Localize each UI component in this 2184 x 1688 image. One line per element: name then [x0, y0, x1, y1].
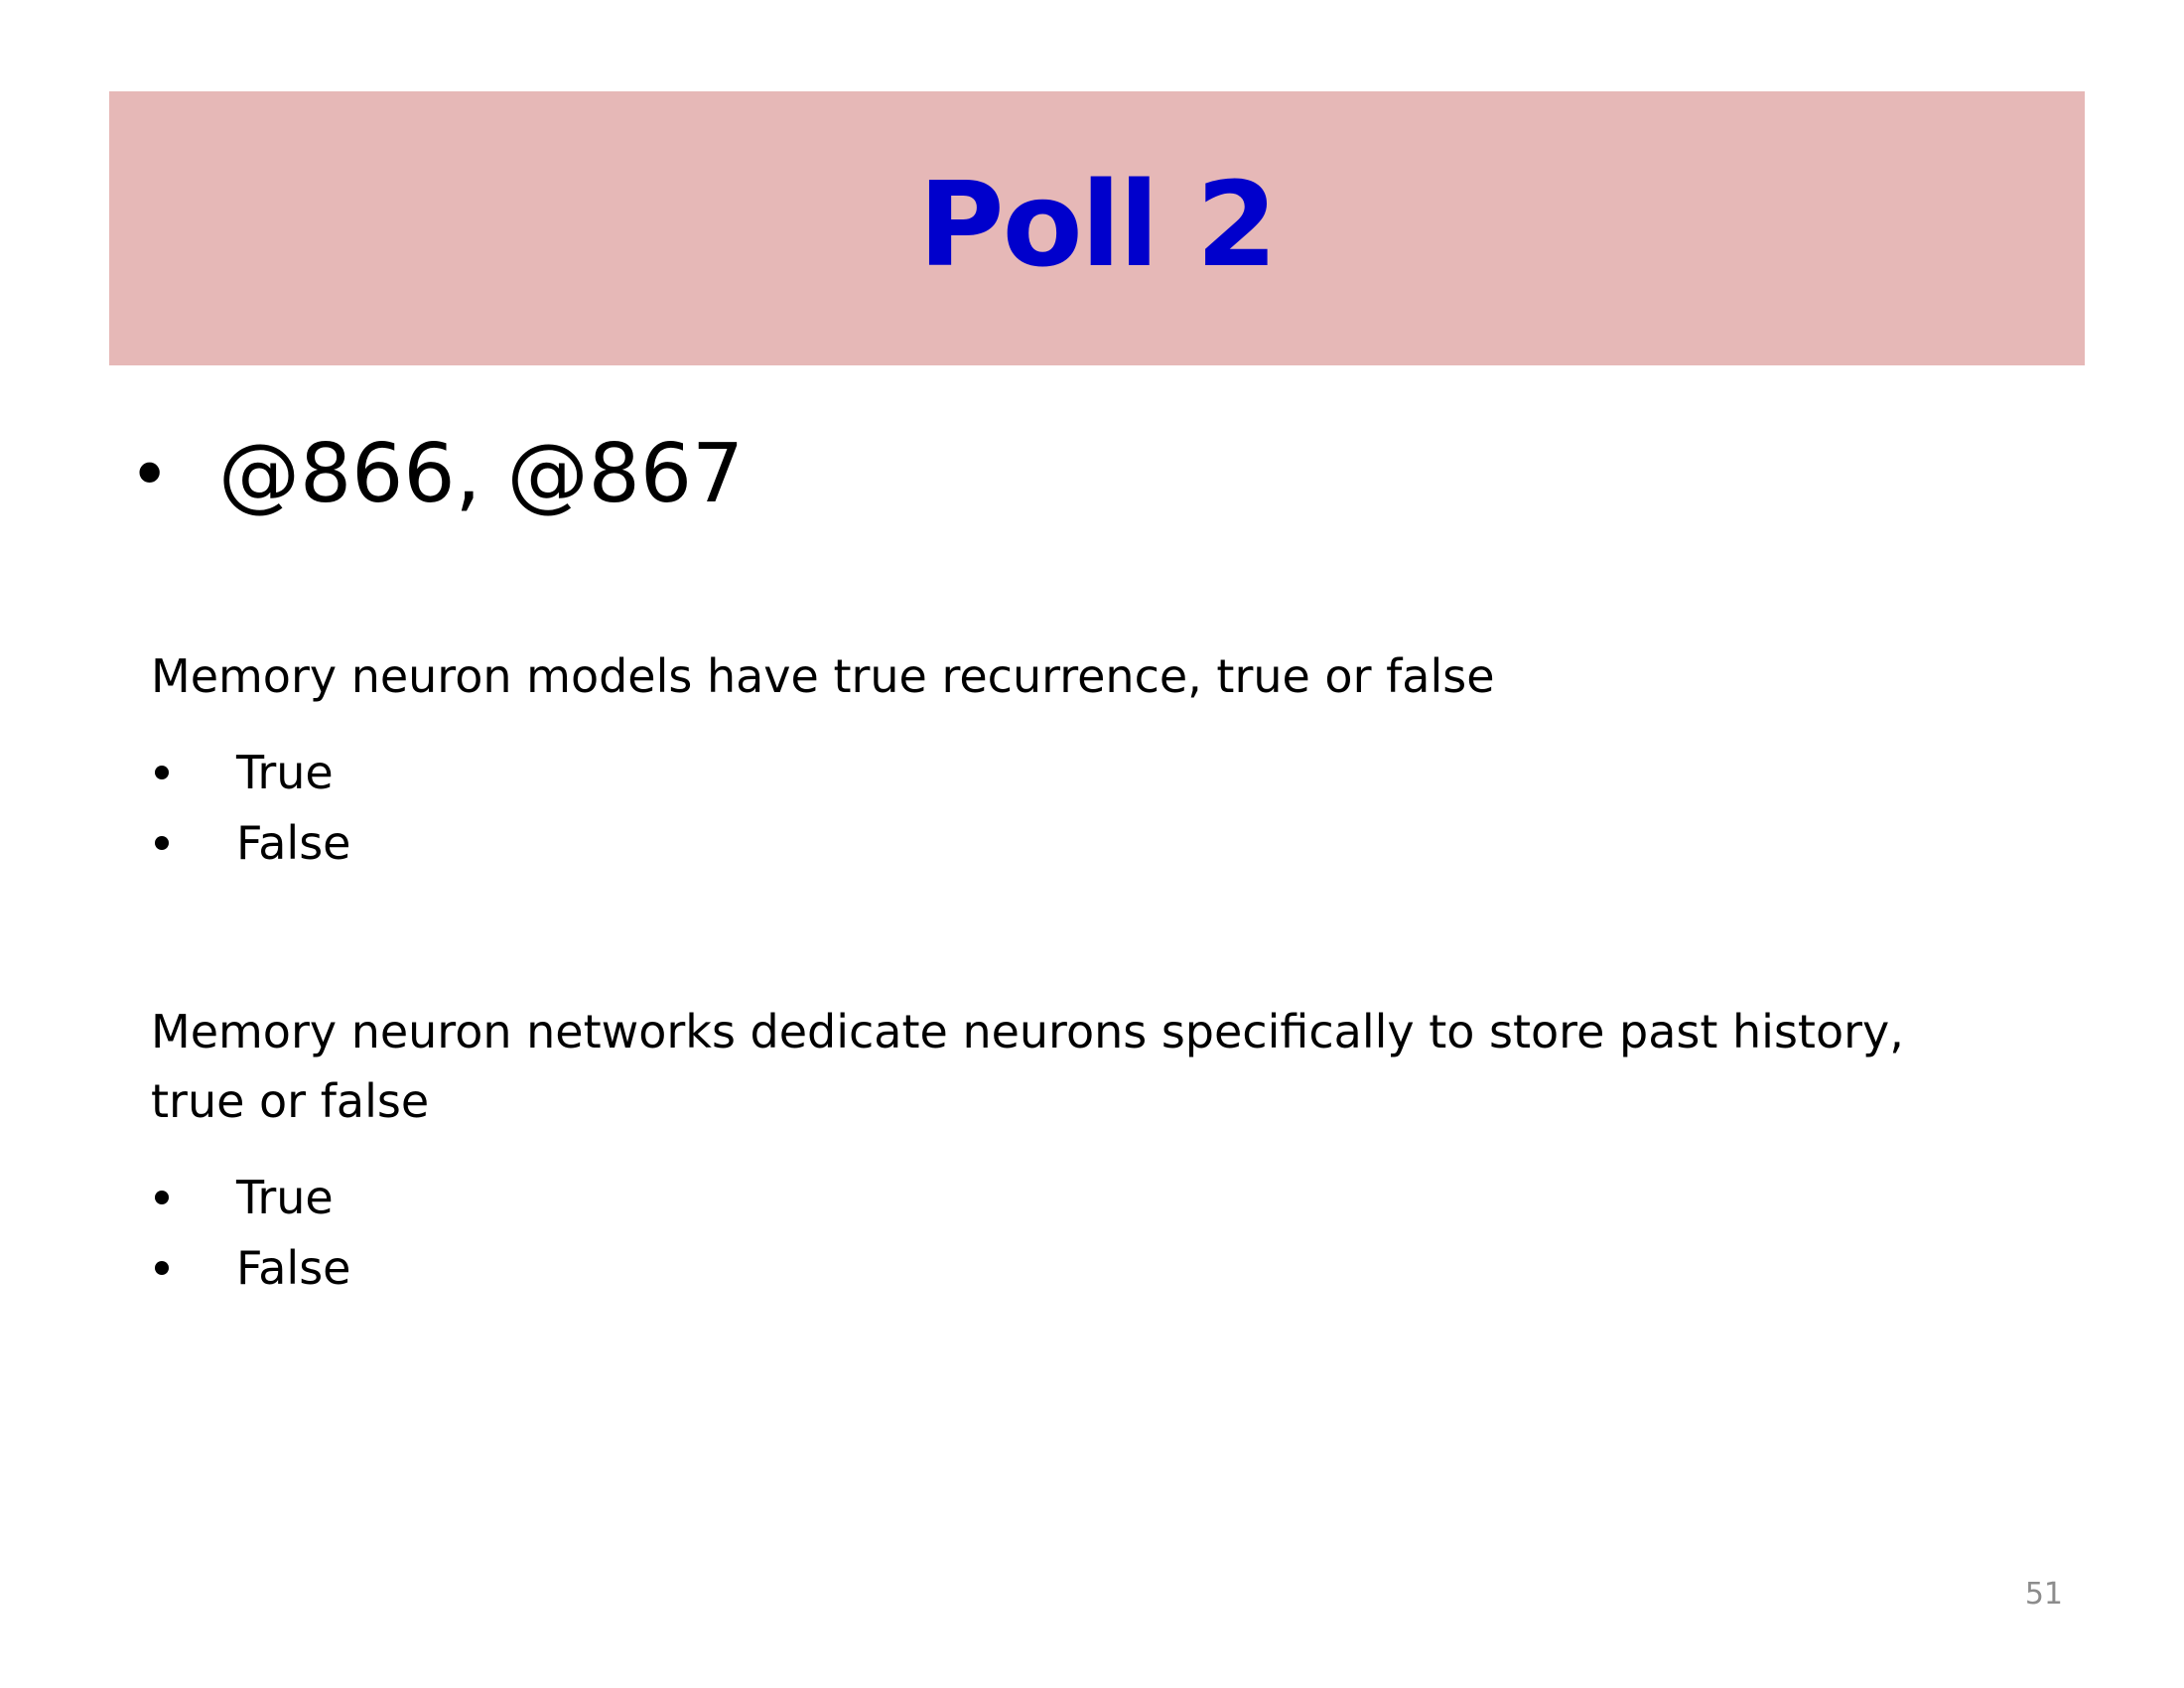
poll-option: [151, 1232, 350, 1303]
title-band: [109, 91, 2085, 365]
poll-option: [151, 1162, 350, 1232]
poll-option-label: False: [236, 815, 351, 870]
poll-option-label: True: [236, 1170, 334, 1224]
main-bullet-text: @866, @867: [218, 427, 745, 521]
page-number: 51: [2024, 1577, 2063, 1612]
bullet-icon: [155, 836, 169, 850]
bullet-icon: [155, 1261, 169, 1275]
poll-options-2: [151, 1162, 350, 1303]
poll-option: [151, 807, 350, 878]
slide-title: Poll 2: [918, 156, 1276, 293]
main-bullet-item: [129, 427, 744, 521]
poll-option-label: False: [236, 1240, 351, 1295]
poll-option-label: True: [236, 745, 334, 799]
poll-option: [151, 737, 350, 807]
poll-options-1: [151, 737, 350, 878]
bullet-icon: [155, 766, 169, 779]
poll-question-2: Memory neuron networks dedicate neurons specifically to store past history, true or false: [151, 1005, 1904, 1128]
bullet-icon: •: [129, 433, 171, 515]
poll-question-1: Memory neuron models have true recurrence, true or false: [151, 649, 1495, 703]
bullet-icon: [155, 1191, 169, 1204]
